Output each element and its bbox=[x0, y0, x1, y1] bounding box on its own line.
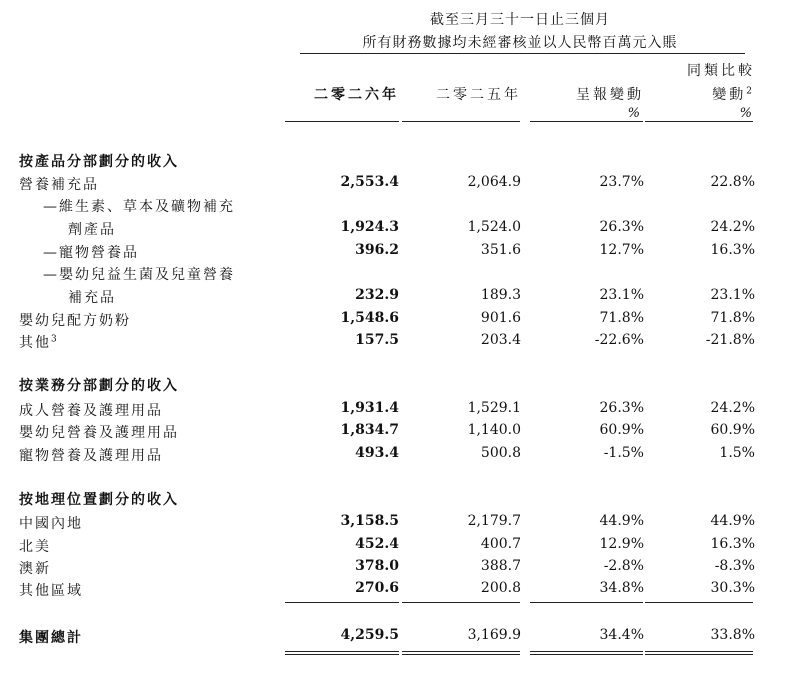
col-reported-rule bbox=[530, 121, 643, 122]
cell-reported: 71.8% bbox=[599, 310, 644, 326]
col-2025-header: 二零二五年 bbox=[436, 87, 521, 103]
cell-same: 71.8% bbox=[710, 310, 755, 326]
cell-same: -8.3% bbox=[714, 558, 755, 574]
row-label: 嬰幼兒配方奶粉 bbox=[19, 313, 131, 329]
total-double-rule-2025-b bbox=[402, 654, 520, 655]
row-label: —寵物營養品 bbox=[43, 245, 139, 261]
total-double-rule-reported bbox=[530, 651, 643, 652]
cell-2025: 1,529.1 bbox=[467, 400, 521, 416]
row-label: 澳新 bbox=[19, 561, 51, 577]
cell-same: 22.8% bbox=[710, 174, 755, 190]
total-double-rule-2026 bbox=[285, 651, 399, 652]
cell-2026: 1,924.3 bbox=[340, 219, 399, 235]
currency-note: 所有財務數據均未經審核並以人民幣百萬元入賬 bbox=[362, 35, 678, 51]
total-double-rule-same-b bbox=[645, 654, 753, 655]
cell-reported: 12.9% bbox=[599, 536, 644, 552]
subtotal-rule-reported bbox=[530, 602, 643, 603]
total-double-rule-same bbox=[645, 651, 753, 652]
cell-reported: -22.6% bbox=[594, 332, 644, 348]
cell-reported: 23.1% bbox=[599, 287, 644, 303]
row-label: 營養補充品 bbox=[19, 177, 99, 193]
cell-same: 24.2% bbox=[710, 219, 755, 235]
cell-same: 23.1% bbox=[710, 287, 755, 303]
subtotal-rule-2025 bbox=[402, 602, 520, 603]
cell-2025: 500.8 bbox=[480, 445, 521, 461]
cell-2025: 351.6 bbox=[480, 242, 521, 258]
cell-2026: 396.2 bbox=[355, 242, 399, 258]
col-2025-rule bbox=[402, 121, 520, 122]
row-label: 其他$^3$ bbox=[19, 334, 59, 351]
cell-same: 30.3% bbox=[710, 580, 755, 596]
row-label: 寵物營養及護理用品 bbox=[19, 448, 163, 464]
total-label: 集團總計 bbox=[19, 630, 83, 646]
cell-reported: 26.3% bbox=[599, 400, 644, 416]
subtotal-rule-2026 bbox=[285, 602, 399, 603]
col-same-rule bbox=[645, 121, 753, 122]
cell-2026: 378.0 bbox=[355, 558, 399, 574]
total-double-rule-reported-b bbox=[530, 654, 643, 655]
same-basis-header-line2: 變動$^2$ bbox=[712, 86, 755, 103]
cell-same: 24.2% bbox=[710, 400, 755, 416]
cell-2026: 157.5 bbox=[355, 332, 399, 348]
cell-same: -21.8% bbox=[705, 332, 755, 348]
cell-same: 1.5% bbox=[719, 445, 755, 461]
cell-2025: 2,064.9 bbox=[467, 174, 521, 190]
cell-same: 16.3% bbox=[710, 536, 755, 552]
total-2025: 3,169.9 bbox=[467, 627, 521, 643]
cell-2026: 1,834.7 bbox=[340, 422, 399, 438]
cell-2025: 1,524.0 bbox=[467, 219, 521, 235]
cell-reported: 34.8% bbox=[599, 580, 644, 596]
row-label-cont: 補充品 bbox=[68, 290, 116, 306]
period-header: 截至三月三十一日止三個月 bbox=[430, 12, 610, 28]
cell-same: 60.9% bbox=[710, 422, 755, 438]
cell-2025: 2,179.7 bbox=[467, 513, 521, 529]
row-label: 中國內地 bbox=[19, 516, 83, 532]
cell-2026: 493.4 bbox=[355, 445, 399, 461]
cell-2026: 1,548.6 bbox=[340, 310, 399, 326]
cell-reported: 23.7% bbox=[599, 174, 644, 190]
cell-2026: 232.9 bbox=[355, 287, 399, 303]
header-rule bbox=[300, 53, 745, 54]
section-title-business: 按業務分部劃分的收入 bbox=[19, 378, 179, 394]
cell-reported: -1.5% bbox=[603, 445, 644, 461]
row-label: —維生素、草本及礦物補充 bbox=[43, 199, 235, 215]
cell-2025: 203.4 bbox=[480, 332, 521, 348]
col-reported-header: 呈報變動 bbox=[576, 87, 644, 103]
cell-2026: 3,158.5 bbox=[340, 513, 399, 529]
footnote-3: 3 bbox=[51, 334, 59, 345]
cell-reported: 26.3% bbox=[599, 219, 644, 235]
subtotal-rule-same bbox=[645, 602, 753, 603]
total-same: 33.8% bbox=[710, 627, 755, 643]
col-2026-header: 二零二六年 bbox=[314, 87, 399, 103]
row-label-cont: 劑產品 bbox=[68, 222, 116, 238]
cell-same: 44.9% bbox=[710, 513, 755, 529]
cell-reported: 60.9% bbox=[599, 422, 644, 438]
section-title-geography: 按地理位置劃分的收入 bbox=[19, 492, 179, 508]
pct-reported: % bbox=[627, 106, 640, 121]
same-basis-header-line1: 同類比較 bbox=[687, 63, 755, 79]
footnote-2: 2 bbox=[746, 86, 755, 97]
cell-2026: 270.6 bbox=[355, 580, 399, 596]
row-label: —嬰幼兒益生菌及兒童營養 bbox=[43, 267, 235, 283]
total-double-rule-2025 bbox=[402, 651, 520, 652]
col-2026-rule bbox=[285, 121, 399, 122]
cell-reported: 44.9% bbox=[599, 513, 644, 529]
cell-reported: 12.7% bbox=[599, 242, 644, 258]
cell-2025: 388.7 bbox=[480, 558, 521, 574]
cell-2025: 189.3 bbox=[480, 287, 521, 303]
row-label: 成人營養及護理用品 bbox=[19, 403, 163, 419]
row-label: 嬰幼兒營養及護理用品 bbox=[19, 425, 179, 441]
total-2026: 4,259.5 bbox=[340, 627, 399, 643]
total-reported: 34.4% bbox=[599, 627, 644, 643]
row-label: 其他區域 bbox=[19, 583, 83, 599]
cell-2026: 452.4 bbox=[355, 536, 399, 552]
total-double-rule-2026-b bbox=[285, 654, 399, 655]
pct-same: % bbox=[739, 106, 752, 121]
cell-same: 16.3% bbox=[710, 242, 755, 258]
cell-2025: 400.7 bbox=[480, 536, 521, 552]
cell-2025: 901.6 bbox=[480, 310, 521, 326]
cell-2025: 200.8 bbox=[480, 580, 521, 596]
section-title-product: 按產品分部劃分的收入 bbox=[19, 154, 179, 170]
row-label: 北美 bbox=[19, 539, 51, 555]
cell-2025: 1,140.0 bbox=[467, 422, 521, 438]
cell-reported: -2.8% bbox=[603, 558, 644, 574]
cell-2026: 1,931.4 bbox=[340, 400, 399, 416]
cell-2026: 2,553.4 bbox=[340, 174, 399, 190]
